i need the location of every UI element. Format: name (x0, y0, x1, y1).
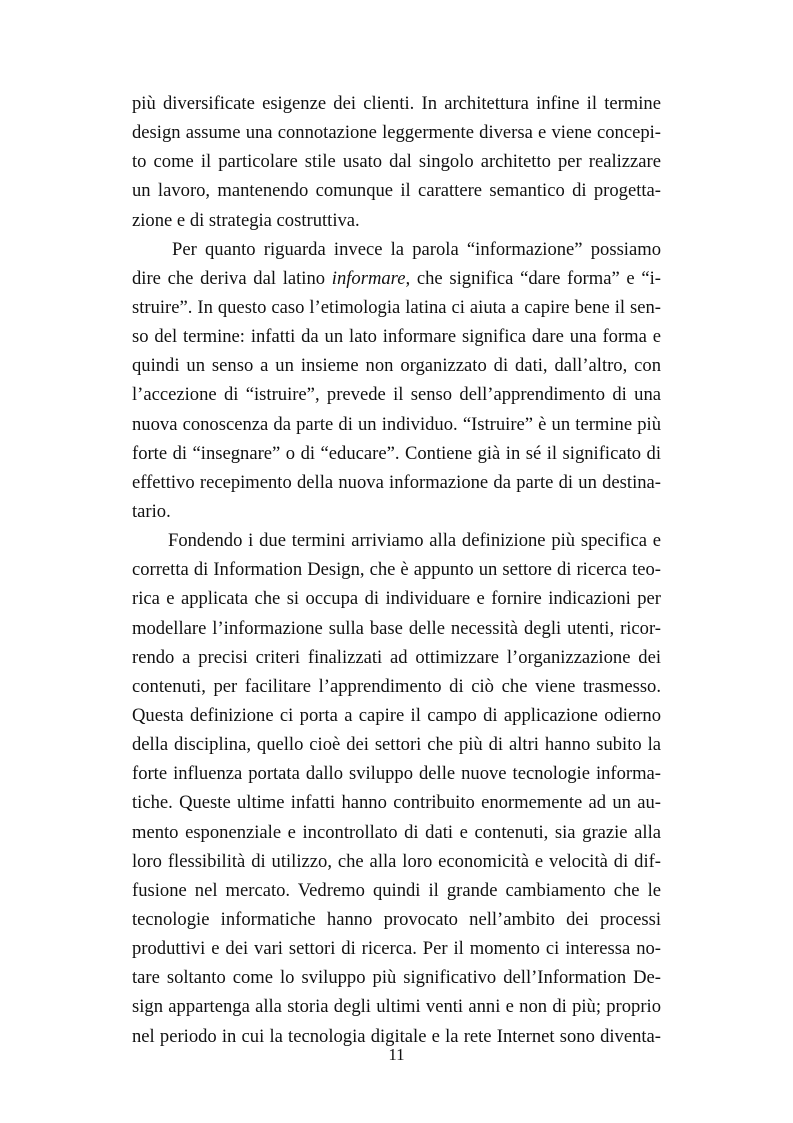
text-line: corretta di Information Design, che è appunto un settore di ricerca teo- (132, 559, 661, 581)
paragraph (132, 526, 661, 1051)
text-line: dire che deriva dal latino informare, che significa “dare forma” e “i- (132, 267, 661, 289)
text-line: della disciplina, quello cioè dei settori che più di altri hanno subito la (132, 734, 661, 756)
text-line: tare soltanto come lo sviluppo più significativo dell’Information De- (132, 967, 661, 989)
text-line: quindi un senso a un insieme non organizzato di dati, dall’altro, con (132, 355, 661, 377)
text-line: produttivi e dei vari settori di ricerca. Per il momento ci interessa no- (132, 938, 661, 960)
text-line: forte di “insegnare” o di “educare”. Contiene già in sé il significato di (132, 442, 661, 464)
text-line: tario. (132, 500, 171, 522)
text-line: to come il particolare stile usato dal singolo architetto per realizzare (132, 151, 661, 173)
text-line: Per quanto riguarda invece la parola “informazione” possiamo (172, 238, 661, 260)
paragraph (132, 89, 661, 235)
text-line: più diversificate esigenze dei clienti. In architettura infine il termine (132, 93, 661, 114)
text-line: tecnologie informatiche hanno provocato nell’ambito dei processi (132, 908, 661, 930)
text-line: rica e applicata che si occupa di individuare e fornire indicazioni per (132, 588, 661, 610)
text-line: zione e di strategia costruttiva. (132, 209, 360, 231)
italic-term: informare, (331, 267, 411, 289)
text-line: Fondendo i due termini arriviamo alla definizione più specifica e (168, 530, 661, 552)
text-line: l’accezione di “istruire”, prevede il senso dell’apprendimento di una (132, 384, 661, 406)
text-line: sign appartenga alla storia degli ultimi venti anni e non di più; proprio (132, 996, 661, 1018)
text-line: modellare l’informazione sulla base delle necessità degli utenti, ricor- (132, 617, 661, 639)
page-number: 11 (388, 1045, 405, 1064)
text-line: loro flessibilità di utilizzo, che alla loro economicità e velocità di dif- (132, 850, 661, 872)
text-line: rendo a precisi criteri finalizzati ad ottimizzare l’organizzazione dei (132, 646, 661, 668)
text-line: fusione nel mercato. Vedremo quindi il grande cambiamento che le (132, 879, 661, 901)
text-line: design assume una connotazione leggermente diversa e viene concepi- (132, 122, 661, 144)
text-line: effettivo recepimento della nuova informazione da parte di un destina- (132, 471, 661, 493)
paragraph (132, 235, 661, 526)
text-line: forte influenza portata dallo sviluppo delle nuove tecnologie informa- (132, 763, 661, 785)
text-line: mento esponenziale e incontrollato di dati e contenuti, sia grazie alla (132, 821, 661, 843)
text-line: struire”. In questo caso l’etimologia latina ci aiuta a capire bene il sen- (132, 296, 661, 318)
text-line: contenuti, per facilitare l’apprendimento di ciò che viene trasmesso. (132, 675, 661, 697)
text-line: nel periodo in cui la tecnologia digitale e la rete Internet sono diventa- (132, 1025, 661, 1047)
page-body (132, 89, 661, 1051)
text-line: so del termine: infatti da un lato informare significa dare una forma e (132, 326, 661, 348)
text-line: nuova conoscenza da parte di un individuo. “Istruire” è un termine più (132, 413, 661, 435)
text-line: Questa definizione ci porta a capire il campo di applicazione odierno (132, 704, 661, 726)
text-line: un lavoro, mantenendo comunque il carattere semantico di progetta- (132, 180, 661, 202)
text-line: tiche. Queste ultime infatti hanno contribuito enormemente ad un au- (132, 792, 661, 814)
